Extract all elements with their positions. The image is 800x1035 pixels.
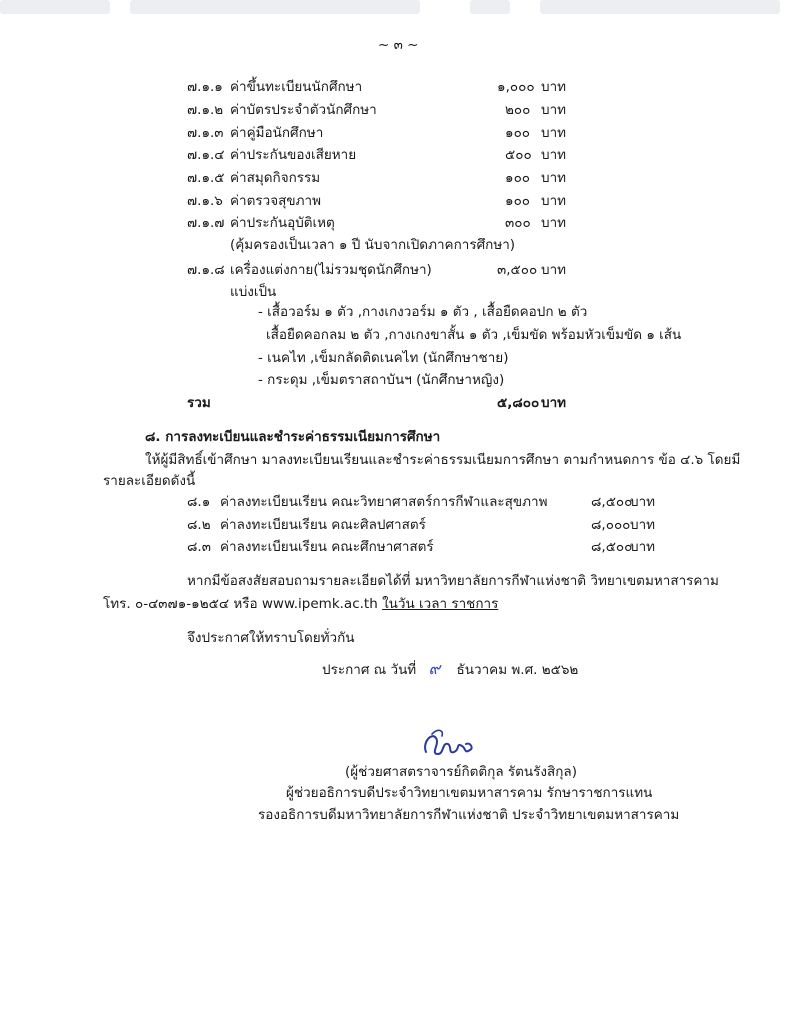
announce-date bbox=[322, 660, 578, 679]
registration-unit: บาท bbox=[630, 517, 656, 533]
fee-label: ค่าสมุดกิจกรรม bbox=[230, 170, 321, 186]
section-heading: ๘. การลงทะเบียนและชำระค่าธรรมเนียมการศึกษา bbox=[145, 429, 441, 445]
header-blur bbox=[130, 0, 420, 14]
fee-unit: บาท bbox=[541, 215, 567, 231]
fee-number: ๗.๑.๒ bbox=[187, 102, 224, 118]
fee-number: ๗.๑.๕ bbox=[187, 170, 225, 186]
fee-number: ๗.๑.๓ bbox=[187, 125, 224, 141]
registration-label: ค่าลงทะเบียนเรียน คณะวิทยาศาสตร์การกีฬาและสุขภาพ bbox=[220, 494, 548, 510]
registration-label: ค่าลงทะเบียนเรียน คณะศึกษาศาสตร์ bbox=[220, 539, 434, 555]
fee-amount: ๑๐๐ bbox=[505, 125, 531, 141]
fee-unit: บาท bbox=[541, 262, 567, 278]
detail-line: - กระดุม ,เข็มตราสถาบันฯ (นักศึกษาหญิง) bbox=[258, 372, 505, 388]
total-unit: บาท bbox=[541, 395, 567, 411]
fee-note: (คุ้มครองเป็นเวลา ๑ ปี นับจากเปิดภาคการศึกษา) bbox=[230, 237, 516, 253]
header-blur bbox=[540, 0, 780, 14]
fee-amount: ๕๐๐ bbox=[505, 147, 532, 163]
fee-number: ๗.๑.๔ bbox=[187, 147, 225, 163]
signer-name: (ผู้ช่วยศาสตราจารย์กิตติกุล รัตนรังสิกุล) bbox=[345, 764, 577, 780]
page-number: ~ ๓ ~ bbox=[378, 37, 419, 53]
fee-label: ค่าตรวจสุขภาพ bbox=[230, 193, 321, 209]
announce-prefix: ประกาศ ณ วันที่ bbox=[322, 662, 417, 678]
contact-phone-web: โทร. ๐-๔๓๗๑-๑๒๕๔ หรือ www.ipemk.ac.th bbox=[103, 596, 378, 612]
signature-mark bbox=[418, 724, 478, 764]
signer-title: รองอธิการบดีมหาวิทยาลัยการกีฬาแห่งชาติ ประจำวิทยาเขตมหาสารคาม bbox=[258, 807, 680, 823]
registration-amount: ๘,๐๐๐ bbox=[591, 517, 631, 533]
registration-number: ๘.๑ bbox=[187, 494, 211, 510]
fee-unit: บาท bbox=[541, 125, 567, 141]
fee-label: ค่าประกันอุบัติเหตุ bbox=[230, 215, 335, 231]
fee-label: ค่าประกันของเสียหาย bbox=[230, 147, 357, 163]
registration-unit: บาท bbox=[630, 539, 656, 555]
announce-suffix: ธันวาคม พ.ศ. ๒๕๖๒ bbox=[456, 662, 579, 678]
fee-amount: ๑๐๐ bbox=[505, 170, 531, 186]
fee-amount: ๓๐๐ bbox=[505, 215, 531, 231]
signer-title: ผู้ช่วยอธิการบดีประจำวิทยาเขตมหาสารคาม รักษาราชการแทน bbox=[286, 785, 653, 801]
fee-amount: ๓,๕๐๐ bbox=[497, 262, 538, 278]
fee-amount: ๑,๐๐๐ bbox=[497, 79, 535, 95]
detail-line: - เสื้อวอร์ม ๑ ตัว ,กางเกงวอร์ม ๑ ตัว , เสื้อยืดคอปก ๒ ตัว bbox=[258, 304, 588, 320]
fee-label: เครื่องแต่งกาย(ไม่รวมชุดนักศึกษา) bbox=[230, 262, 432, 278]
registration-unit: บาท bbox=[630, 494, 656, 510]
fee-unit: บาท bbox=[541, 147, 567, 163]
office-hours: ในวัน เวลา ราชการ bbox=[382, 596, 499, 612]
split-label: แบ่งเป็น bbox=[230, 284, 277, 300]
registration-label: ค่าลงทะเบียนเรียน คณะศิลปศาสตร์ bbox=[220, 517, 426, 533]
fee-unit: บาท bbox=[541, 102, 567, 118]
section-paragraph: รายละเอียดดังนี้ bbox=[103, 473, 196, 489]
fee-number: ๗.๑.๑ bbox=[187, 79, 223, 95]
fee-label: ค่าบัตรประจำตัวนักศึกษา bbox=[230, 102, 377, 118]
header-blur bbox=[470, 0, 510, 14]
fee-label: ค่าขึ้นทะเบียนนักศึกษา bbox=[230, 79, 363, 95]
fee-number: ๗.๑.๗ bbox=[187, 215, 225, 231]
registration-amount: ๘,๕๐๐ bbox=[591, 494, 633, 510]
contact-line: หากมีข้อสงสัยสอบถามรายละเอียดได้ที่ มหาวิทยาลัยการกีฬาแห่งชาติ วิทยาเขตมหาสารคาม bbox=[187, 573, 719, 589]
fee-number: ๗.๑.๖ bbox=[187, 193, 223, 209]
registration-amount: ๘,๕๐๐ bbox=[591, 539, 633, 555]
fee-amount: ๑๐๐ bbox=[505, 193, 531, 209]
fee-unit: บาท bbox=[541, 193, 567, 209]
announce-day: ๙ bbox=[428, 659, 441, 678]
detail-line: เสื้อยืดคอกลม ๒ ตัว ,กางเกงขาสั้น ๑ ตัว ,เข็มขัด พร้อมหัวเข็มขัด ๑ เส้น bbox=[266, 327, 682, 343]
contact-line bbox=[103, 595, 498, 613]
fee-unit: บาท bbox=[541, 170, 567, 186]
fee-amount: ๒๐๐ bbox=[505, 102, 531, 118]
registration-number: ๘.๓ bbox=[187, 539, 211, 555]
registration-number: ๘.๒ bbox=[187, 517, 211, 533]
total-amount: ๕,๘๐๐ bbox=[497, 395, 540, 411]
closing-line: จึงประกาศให้ทราบโดยทั่วกัน bbox=[187, 630, 355, 646]
fee-unit: บาท bbox=[541, 79, 567, 95]
header-blur bbox=[0, 0, 110, 14]
fee-label: ค่าคู่มือนักศึกษา bbox=[230, 125, 324, 141]
total-label: รวม bbox=[187, 395, 211, 411]
fee-number: ๗.๑.๘ bbox=[187, 262, 225, 278]
detail-line: - เนคไท ,เข็มกลัดติดเนคไท (นักศึกษาชาย) bbox=[258, 350, 509, 366]
section-paragraph: ให้ผู้มีสิทธิ์เข้าศึกษา มาลงทะเบียนเรียนและชำระค่าธรรมเนียมการศึกษา ตามกำหนดการ ข้อ ๔.๖ โดยมี bbox=[145, 452, 741, 468]
